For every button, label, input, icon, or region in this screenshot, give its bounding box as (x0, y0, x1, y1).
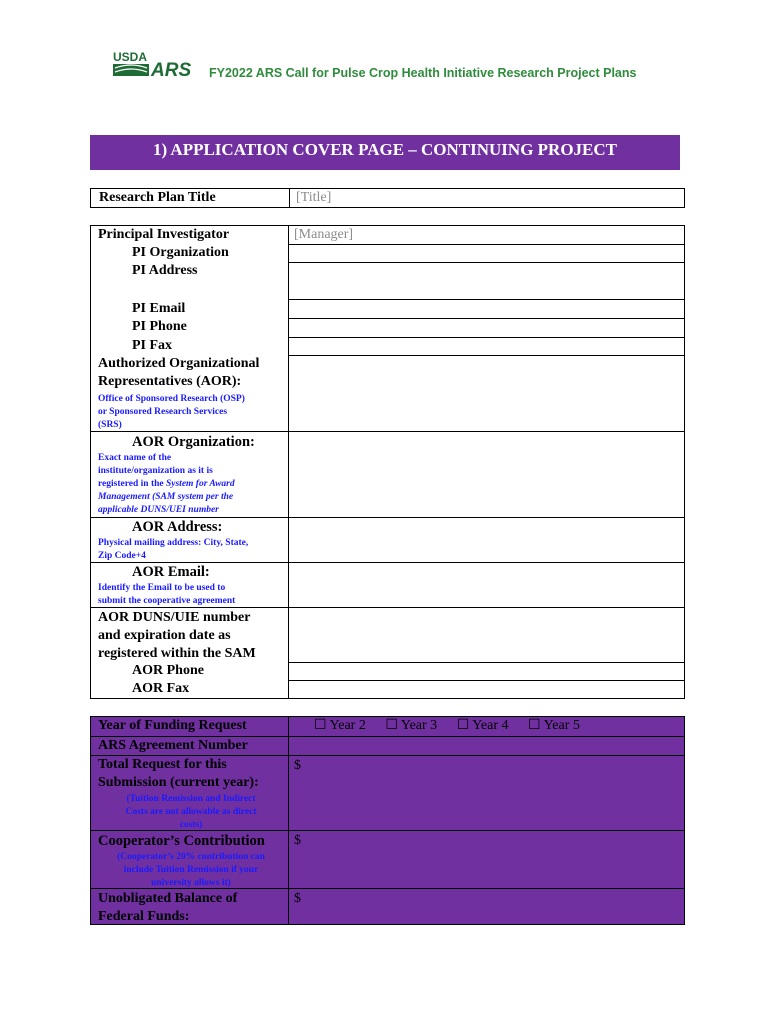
aor-field[interactable] (288, 355, 685, 431)
aor-address-label: AOR Address: (132, 519, 223, 535)
year-2-checkbox[interactable]: ☐ Year 2 (314, 718, 366, 733)
aor-org-row (90, 431, 685, 517)
pi-email-field[interactable] (288, 299, 685, 318)
aor-fax-field[interactable] (288, 680, 685, 699)
aor-address-note-line1: Physical mailing address: City, State, (98, 538, 249, 548)
cooperator-field[interactable]: $ (294, 833, 301, 848)
total-request-note1: (Tuition Remission and Indirect (126, 794, 256, 804)
aor-email-note-line2: submit the cooperative agreement (98, 596, 236, 606)
aor-org-label-cell (90, 432, 288, 517)
aor-duns-field[interactable] (288, 608, 685, 662)
funding-year-options (288, 717, 685, 736)
pi-phone-field[interactable] (288, 318, 685, 337)
aor-fax-row (90, 680, 685, 699)
total-request-line1: Total Request for this (98, 757, 227, 772)
aor-label-line1: Authorized Organizational (98, 356, 260, 371)
funding-year-row (90, 717, 685, 736)
total-request-note2: Costs are not allowable as direct (125, 807, 257, 817)
total-request-label-cell (90, 756, 288, 830)
pi-phone-label: PI Phone (132, 319, 187, 334)
aor-email-note-line1: Identify the Email to be used to (98, 583, 226, 593)
aor-note-line1: Office of Sponsored Research (OSP) (98, 394, 245, 404)
pi-phone-row (90, 318, 685, 337)
pi-address-label: PI Address (132, 263, 198, 278)
aor-fax-label: AOR Fax (132, 681, 190, 696)
unobligated-line2: Federal Funds: (98, 909, 190, 924)
aor-address-row (90, 517, 685, 562)
aor-phone-row (90, 662, 685, 680)
pi-org-row (90, 244, 685, 262)
research-plan-title-label: Research Plan Title (99, 190, 216, 205)
aor-label-line2: Representatives (AOR): (98, 374, 242, 389)
aor-duns-label-cell (90, 608, 288, 662)
pi-email-row (90, 299, 685, 318)
aor-org-note-line3: registered in the System for Award (98, 479, 235, 489)
year-5-checkbox[interactable]: ☐ Year 5 (528, 718, 580, 733)
total-request-row (90, 755, 685, 830)
cooperator-row (90, 830, 685, 888)
pi-label: Principal Investigator (98, 227, 230, 242)
total-request-line2: Submission (current year): (98, 775, 259, 790)
header-title: FY2022 ARS Call for Pulse Crop Health Initiative Research Project Plans (209, 66, 637, 80)
aor-note-line2: or Sponsored Research Services (98, 407, 228, 417)
research-plan-title-field[interactable]: [Title] (289, 189, 684, 207)
aor-address-note-line2: Zip Code+4 (98, 551, 146, 561)
pi-fax-field[interactable] (288, 337, 685, 355)
unobligated-label-cell (90, 889, 288, 925)
aor-phone-field[interactable] (288, 662, 685, 680)
section-banner: 1) APPLICATION COVER PAGE – CONTINUING PROJECT (90, 135, 680, 170)
aor-org-field[interactable] (288, 432, 685, 517)
aor-phone-label: AOR Phone (132, 663, 204, 678)
unobligated-field[interactable]: $ (294, 891, 301, 906)
aor-duns-row (90, 607, 685, 662)
aor-org-note-line1: Exact name of the (98, 453, 172, 463)
aor-email-field[interactable] (288, 563, 685, 607)
aor-address-field[interactable] (288, 518, 685, 562)
research-plan-title-row (90, 188, 685, 208)
aor-org-label: AOR Organization: (132, 434, 255, 450)
year-4-checkbox[interactable]: ☐ Year 4 (456, 718, 509, 733)
pi-fax-row (90, 337, 685, 355)
aor-note-line3: (SRS) (98, 420, 122, 430)
pi-address-row (90, 262, 685, 299)
cooperator-label: Cooperator’s Contribution (98, 833, 265, 849)
aor-label-cell (90, 355, 288, 431)
cooperator-note3: university allows it) (151, 878, 231, 888)
aor-org-note-line2: institute/organization as it is (98, 466, 213, 476)
pi-field[interactable]: [Manager] (294, 227, 354, 242)
aor-org-note-line5: applicable DUNS/UEI number (98, 505, 219, 515)
pi-org-field[interactable] (288, 244, 685, 262)
logo-ars-text: ARS (151, 60, 192, 80)
unobligated-row (90, 888, 685, 925)
aor-email-label-cell (90, 563, 288, 607)
pi-address-field[interactable] (288, 262, 685, 299)
aor-org-note-line4: Management (SAM system per the (98, 492, 234, 502)
funding-year-label: Year of Funding Request (98, 718, 247, 733)
cooperator-note1: (Cooperator’s 20% contribution can (117, 852, 265, 862)
aor-duns-line3: registered within the SAM (98, 646, 256, 661)
aor-address-label-cell (90, 518, 288, 562)
usda-ars-logo (113, 50, 193, 80)
aor-email-label: AOR Email: (132, 564, 210, 580)
aor-duns-line2: and expiration date as (98, 628, 231, 643)
pi-email-label: PI Email (132, 301, 186, 316)
pi-row (90, 226, 685, 244)
agreement-number-field[interactable] (288, 737, 685, 755)
svg-text:USDA: USDA (113, 50, 148, 64)
total-request-note3: costs) (179, 820, 203, 830)
year-3-checkbox[interactable]: ☐ Year 3 (385, 718, 438, 733)
aor-duns-line1: AOR DUNS/UIE number (98, 610, 251, 625)
cooperator-label-cell (90, 831, 288, 888)
agreement-number-row (90, 736, 685, 755)
unobligated-line1: Unobligated Balance of (98, 891, 238, 906)
aor-row (90, 355, 685, 431)
agreement-number-label: ARS Agreement Number (98, 738, 248, 753)
cooperator-note2: include Tuition Remission if your (123, 865, 259, 875)
total-request-field[interactable]: $ (294, 758, 301, 773)
pi-org-label: PI Organization (132, 245, 229, 260)
pi-fax-label: PI Fax (132, 338, 173, 353)
page-header (0, 0, 770, 100)
aor-email-row (90, 562, 685, 607)
